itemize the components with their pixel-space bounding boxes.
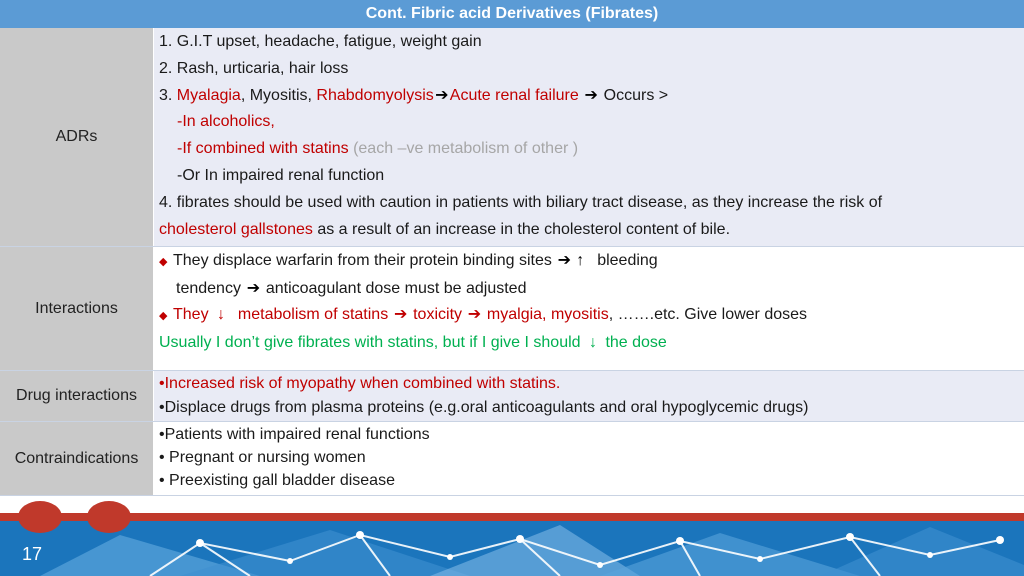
interaction-usually: Usually I don’t give fibrates with statins, but if I give I should xyxy=(159,333,585,351)
drug-interaction-line-1: •Increased risk of myopathy when combined with statins. xyxy=(159,375,561,392)
right-arrow-icon: ➔ xyxy=(393,306,408,324)
page-number: 17 xyxy=(22,544,43,564)
interaction-line-2 xyxy=(159,276,1024,303)
right-arrow-icon: ➔ xyxy=(557,252,571,269)
diamond-bullet-icon: ◆ xyxy=(159,256,168,268)
row-label-drug-interactions: Drug interactions xyxy=(0,371,154,421)
interaction-metabolism: metabolism of statins xyxy=(237,306,389,324)
adr-line-renal: -Or In impaired renal function xyxy=(177,166,385,184)
contraindication-line-3: • Preexisting gall bladder disease xyxy=(159,472,395,489)
interaction-toxicity: toxicity xyxy=(413,306,463,324)
contraindication-line-2: • Pregnant or nursing women xyxy=(159,449,366,466)
adr-gallstones-rest: as a result of an increase in the cholesterol content of bile. xyxy=(312,220,731,238)
adr-occurs: Occurs > xyxy=(599,86,669,104)
row-label-contraindications: Contraindications xyxy=(0,422,154,495)
interaction-warfarin: They displace warfarin from their protein binding sites xyxy=(173,252,557,269)
footer-decoration xyxy=(0,495,1024,576)
adr-line-4: 4. fibrates should be used with caution in patients with biliary tract disease, as they increase the risk of xyxy=(159,193,883,211)
interaction-dose-adjust: anticoagulant dose must be adjusted xyxy=(261,279,527,297)
adr-line-3-num: 3. xyxy=(159,86,177,104)
adr-acute-renal-failure: Acute renal failure xyxy=(449,86,579,104)
adr-line-2: 2. Rash, urticaria, hair loss xyxy=(159,59,349,77)
interaction-line-1 xyxy=(159,248,1024,276)
row-content-adrs xyxy=(154,28,1024,246)
row-interactions xyxy=(0,247,1024,371)
row-content-drug-interactions xyxy=(154,371,1024,421)
interaction-tendency: tendency xyxy=(176,279,246,297)
diamond-bullet-icon: ◆ xyxy=(159,310,168,323)
adr-myositis: , Myositis, xyxy=(240,86,317,104)
content-table xyxy=(0,28,1024,496)
interaction-myalgia-myositis: myalgia, myositis xyxy=(486,306,609,324)
adr-line-5 xyxy=(159,217,1024,244)
drug-interaction-line-2: •Displace drugs from plasma proteins (e.g.oral anticoagulants and oral hypoglycemic drugs) xyxy=(159,398,809,416)
row-drug-interactions xyxy=(0,371,1024,422)
adr-line-alcoholics: -In alcoholics, xyxy=(177,113,275,131)
adr-statins-combined: -If combined with statins xyxy=(177,140,349,158)
right-arrow-icon: ➔ xyxy=(435,86,449,104)
row-label-interactions: Interactions xyxy=(0,247,154,370)
row-content-contraindications xyxy=(154,422,1024,495)
contraindication-line-1: •Patients with impaired renal functions xyxy=(159,426,430,443)
interaction-lower-doses: , …….etc. Give lower doses xyxy=(608,306,808,324)
adr-rhabdomyolysis: Rhabdomyolysis xyxy=(316,86,434,104)
adr-statins-note: (each –ve metabolism of other ) xyxy=(348,140,579,158)
interaction-bleeding: bleeding xyxy=(597,252,658,269)
down-arrow-icon: ↓ xyxy=(588,333,597,351)
right-arrow-icon: ➔ xyxy=(246,279,261,297)
right-arrow-icon: ➔ xyxy=(584,86,598,104)
adr-gallstones: cholesterol gallstones xyxy=(159,220,313,238)
adr-line-statins xyxy=(159,136,1024,163)
interaction-the-dose: the dose xyxy=(605,333,667,351)
interaction-line-4 xyxy=(159,330,1024,357)
row-adrs xyxy=(0,28,1024,247)
down-arrow-icon: ↓ xyxy=(217,306,226,324)
slide-title: Cont. Fibric acid Derivatives (Fibrates) xyxy=(0,0,1024,28)
interaction-line-3 xyxy=(159,302,1024,330)
interaction-they: They xyxy=(173,306,209,324)
right-arrow-icon: ➔ xyxy=(467,306,482,324)
adr-line-3 xyxy=(159,83,1024,110)
row-content-interactions xyxy=(154,247,1024,370)
up-arrow-icon: ↑ xyxy=(576,252,585,269)
adr-line-1: 1. G.I.T upset, headache, fatigue, weight gain xyxy=(159,33,482,50)
adr-myalgia: Myalagia xyxy=(176,86,241,104)
row-label-adrs: ADRs xyxy=(0,28,154,246)
row-contraindications xyxy=(0,422,1024,496)
